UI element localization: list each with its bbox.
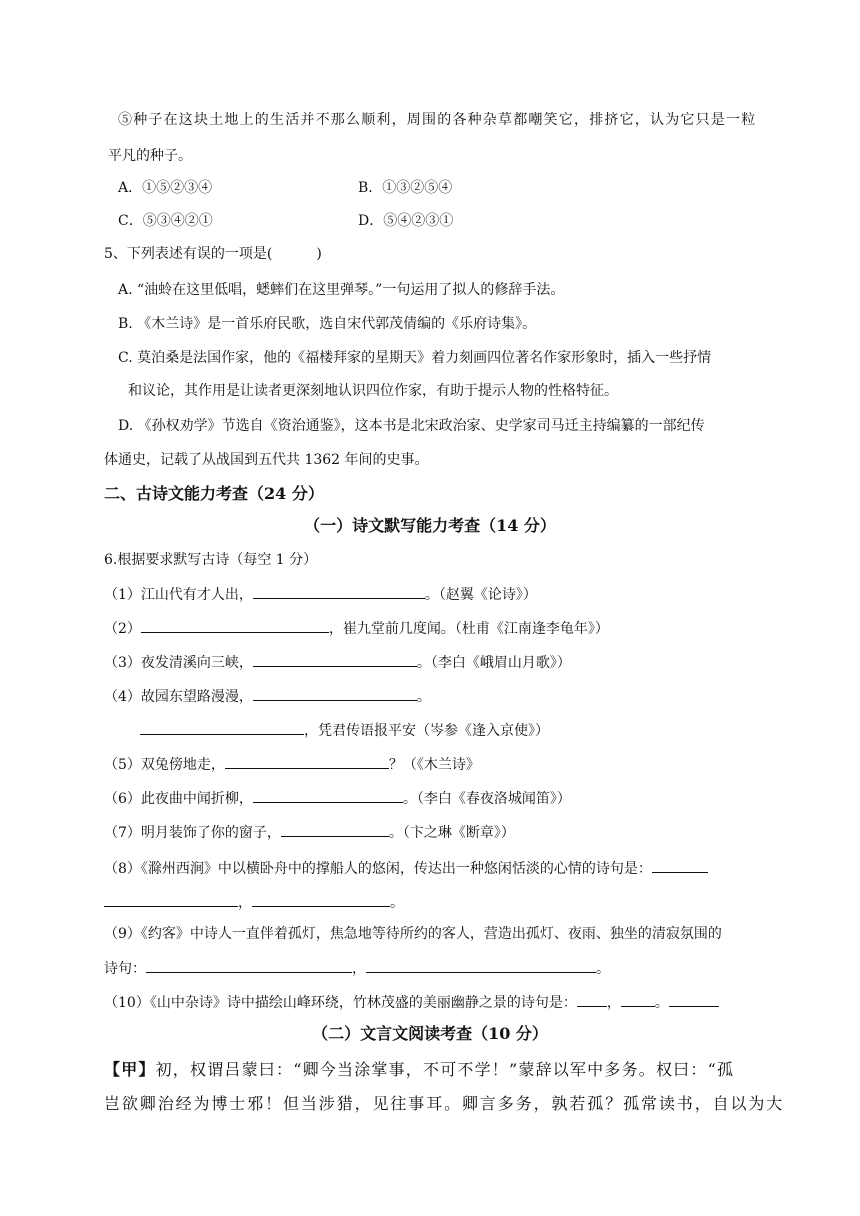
q5-option-b: B. 《木兰诗》是一首乐府民歌，选自宋代郭茂倩编的《乐府诗集》。 — [118, 316, 537, 332]
passage-text: 初，权谓吕蒙曰：“卿今当涂掌事，不可不学！”蒙辞以军中多务。权曰：“孤 — [155, 1060, 735, 1079]
answer-blank[interactable] — [253, 584, 425, 599]
item-text: 。（卞之琳《断章》） — [388, 825, 515, 841]
item-text: ， — [352, 961, 366, 977]
item-text: （8）《滁州西涧》中以横卧舟中的撑船人的悠闲，传达出一种悠闲恬淡的心情的诗句是： — [104, 861, 652, 877]
item-text: 。（李白《峨眉山月歌》） — [416, 655, 571, 671]
item-text: 。（李白《春夜洛城闻笛》） — [402, 791, 571, 807]
answer-blank[interactable] — [253, 686, 417, 701]
item-text: （4）故园东望路漫漫， — [104, 689, 253, 705]
item-text: （2） — [104, 621, 141, 637]
item-text: 。（赵翼《论诗》） — [424, 587, 537, 603]
passage-label: 【甲】 — [104, 1060, 156, 1079]
q5-option-c-line1: C. 莫泊桑是法国作家，他的《福楼拜家的星期天》着力刻画四位著名作家形象时，插入一些抒情 — [118, 350, 712, 366]
option-a: A．①⑤②③④ — [118, 180, 213, 196]
item-text: （6）此夜曲中闻折柳， — [104, 791, 253, 807]
answer-blank[interactable] — [669, 992, 719, 1007]
answer-blank[interactable] — [252, 892, 390, 907]
q6-item-7 — [104, 822, 515, 843]
item-text: （10）《山中杂诗》诗中描绘山峰环绕，竹林茂盛的美丽幽静之景的诗句是： — [104, 995, 577, 1011]
item-text: ， — [606, 995, 621, 1011]
q6-item-4b — [140, 720, 549, 741]
passage-jia-line2: 岂欲卿治经为博士邪！但当涉猎，见往事耳。卿言多务，孰若孤？孤常读书，自以为大 — [104, 1094, 785, 1113]
q5-stem-suffix: ) — [316, 246, 322, 262]
item-text: ， — [238, 895, 252, 911]
item-text: （5）双兔傍地走， — [104, 757, 225, 773]
q6-item-3 — [104, 652, 571, 673]
subsection1-title: （一）诗文默写能力考查（14 分） — [304, 516, 556, 535]
q5-option-c-line2: 和议论，其作用是让读者更深刻地认识四位作家，有助于提示人物的性格特征。 — [128, 383, 618, 399]
q6-item-4 — [104, 686, 431, 707]
q6-item-9-line2 — [104, 958, 610, 979]
answer-blank[interactable] — [281, 822, 389, 837]
q5-option-d-line2: 体通史，记载了从战国到五代共 1362 年间的史事。 — [104, 452, 429, 468]
item5-line1: ⑤种子在这块土地上的生活并不那么顺利，周围的各种杂草都嘲笑它，排挤它，认为它只是一粒 — [118, 112, 757, 128]
q6-item-8-line1 — [104, 858, 708, 879]
q6-item-1 — [104, 584, 537, 605]
q6-stem: 6.根据要求默写古诗（每空 1 分） — [104, 552, 318, 568]
q6-item-5 — [104, 754, 480, 775]
answer-blank[interactable] — [652, 858, 708, 873]
passage-jia-line1 — [104, 1060, 734, 1080]
answer-blank[interactable] — [140, 720, 304, 735]
item-text: 。 — [596, 961, 610, 977]
item-text: 。 — [416, 689, 431, 705]
q5-option-d-line1: D. 《孙权劝学》节选自《资治通鉴》，这本书是北宋政治家、史学家司马迁主持编纂的一部纪传 — [118, 418, 705, 434]
option-c: C．⑤③④②① — [118, 213, 213, 229]
option-b: B．①③②⑤④ — [358, 180, 453, 196]
answer-blank[interactable] — [104, 892, 238, 907]
answer-blank[interactable] — [577, 992, 607, 1007]
answer-blank[interactable] — [225, 754, 389, 769]
item-text: ，崔九堂前几度闻。（杜甫《江南逢李龟年》） — [328, 621, 609, 637]
answer-blank[interactable] — [253, 652, 417, 667]
answer-blank[interactable] — [146, 958, 352, 973]
q6-item-9-line1: （9）《约客》中诗人一直伴着孤灯，焦急地等待所约的客人，营造出孤灯、夜雨、独坐的清寂氛围的 — [104, 926, 722, 942]
item-text: 。 — [390, 895, 404, 911]
q5-option-a: A. “油蛉在这里低唱，蟋蟀们在这里弹琴。”一句运用了拟人的修辞手法。 — [118, 282, 565, 298]
answer-blank[interactable] — [141, 618, 329, 633]
item-text: （1）江山代有才人出， — [104, 587, 253, 603]
item-text: 。 — [654, 995, 669, 1011]
item-text: ？（《木兰诗》 — [388, 757, 480, 773]
item-text: ，凭君传语报平安（岑参《逢入京使》） — [304, 723, 549, 739]
answer-blank[interactable] — [366, 958, 596, 973]
q6-item-10 — [104, 992, 719, 1013]
item5-line2: 平凡的种子。 — [108, 148, 192, 164]
q6-item-6 — [104, 788, 571, 809]
q5-stem-prefix: 5、下列表述有误的一项是( — [104, 246, 273, 262]
option-d: D．⑤④②③① — [358, 213, 454, 229]
subsection2-title: （二）文言文阅读考查（10 分） — [312, 1024, 548, 1043]
item-text: （3）夜发清溪向三峡， — [104, 655, 253, 671]
q6-item-8-line2 — [104, 892, 404, 913]
item-text: 诗句： — [104, 961, 146, 977]
section-title: 二、古诗文能力考查（24 分） — [104, 484, 324, 503]
q5-stem — [104, 244, 322, 264]
item-text: （7）明月装饰了你的窗子， — [104, 825, 281, 841]
q6-item-2 — [104, 618, 609, 639]
answer-blank[interactable] — [253, 788, 403, 803]
answer-blank[interactable] — [621, 992, 655, 1007]
